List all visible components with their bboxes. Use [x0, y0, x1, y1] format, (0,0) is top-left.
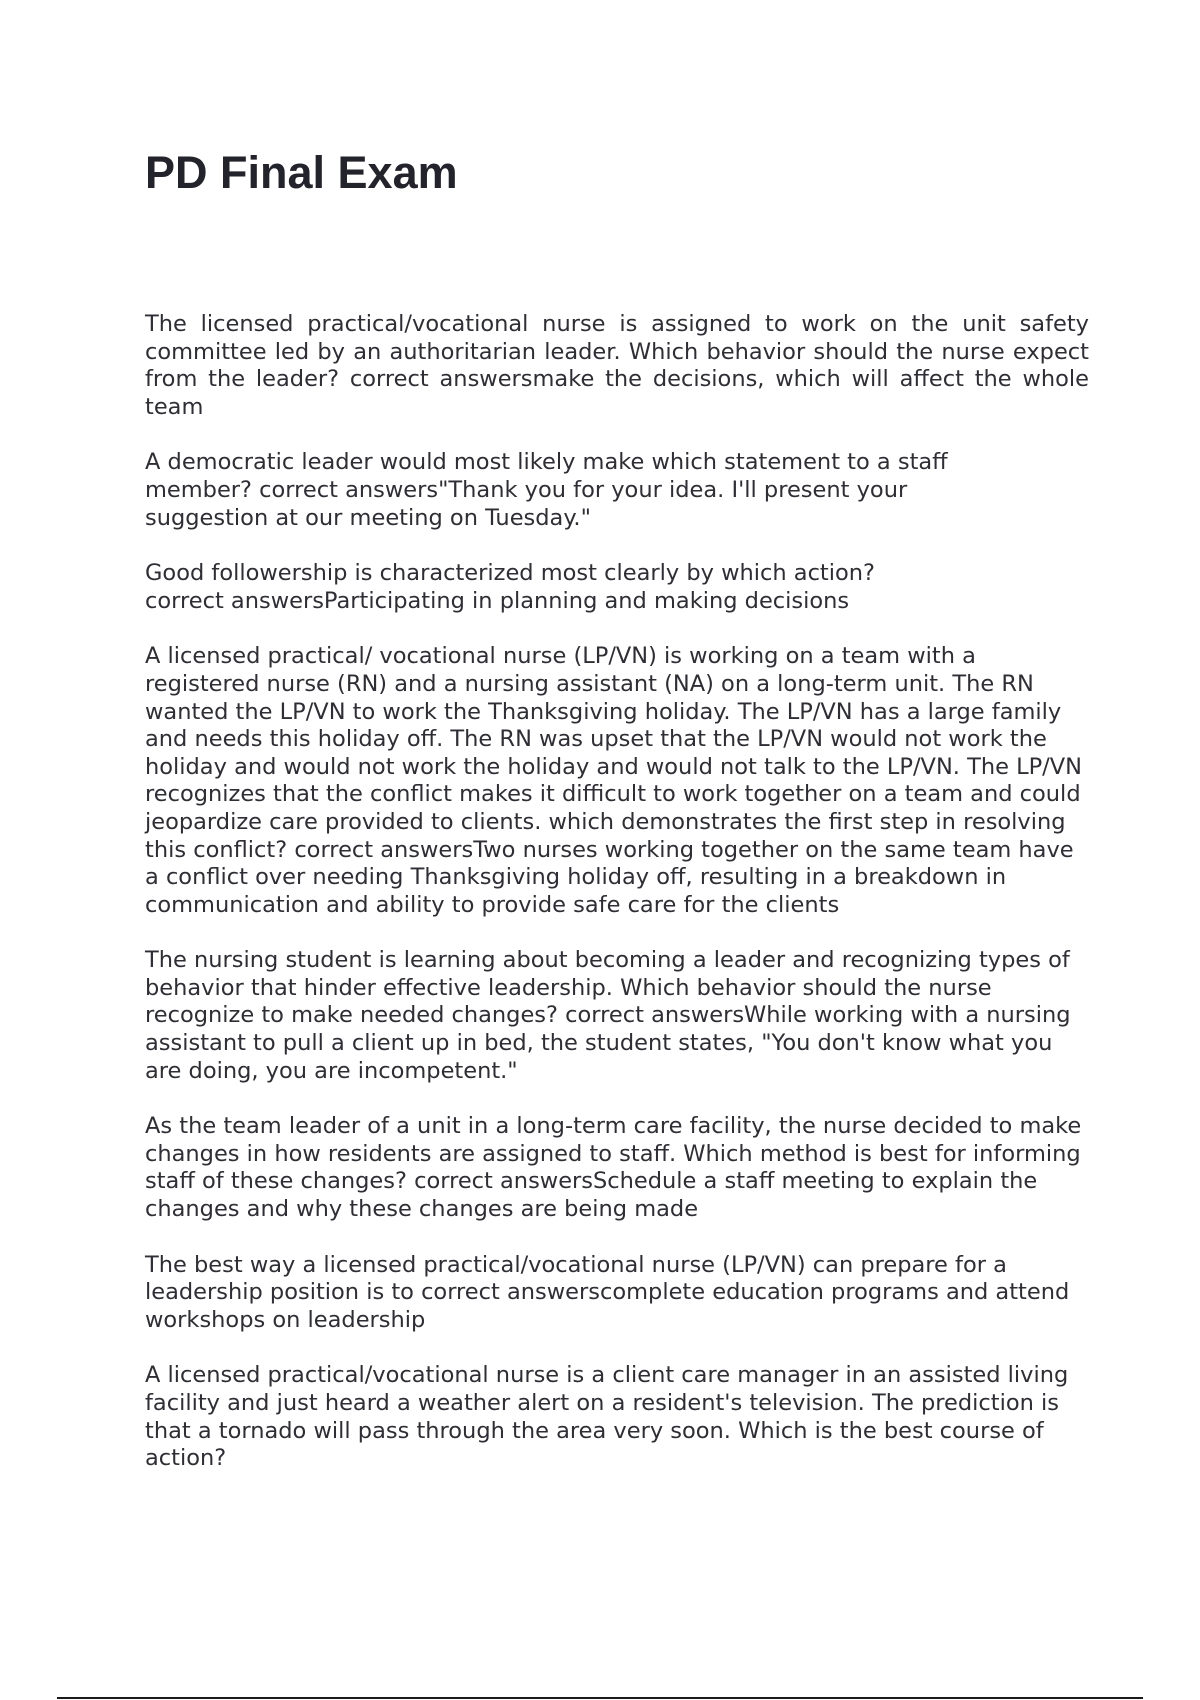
question-paragraph-6: As the team leader of a unit in a long-term care facility, the nurse decided to make changes in how residents are assigned to staff. Which method is best for informing staff of these changes? correct answersSchedule a staff meeting to explain the changes and why these changes are being made [145, 1113, 1082, 1223]
question-paragraph-2: A democratic leader would most likely make which statement to a staff member? correct answers"Thank you for your idea. I'll present your suggestion at our meeting on Tuesday." [145, 449, 948, 531]
question-paragraph-3: Good followership is characterized most clearly by which action? correct answersParticipating in planning and making decisions [145, 560, 875, 614]
question-paragraph-4: A licensed practical/ vocational nurse (LP/VN) is working on a team with a registered nurse (RN) and a nursing assistant (NA) on a long-term unit. The RN wanted the LP/VN to work the Thanksgiving holiday. The LP/VN has a large family and needs this holiday off. The RN was upset that the LP/VN would not work the holiday and would not work the holiday and would not talk to the LP/VN. The LP/VN recognizes that the conflict makes it difficult to work together on a team and could jeopardize care provided to clients. which demonstrates the first step in resolving this conflict? correct answersTwo nurses working together on the same team have a conflict over needing Thanksgiving holiday off, resulting in a breakdown in communication and ability to provide safe care for the clients [145, 643, 1082, 918]
page-bottom-divider [57, 1697, 1143, 1699]
question-paragraph-7: The best way a licensed practical/vocational nurse (LP/VN) can prepare for a leadership position is to correct answerscomplete education programs and attend workshops on leadership [145, 1251, 1070, 1333]
question-list [145, 311, 1090, 1501]
question-paragraph-1: The licensed practical/vocational nurse is assigned to work on the unit safety committee led by an authoritarian leader. Which behavior should the nurse expect from the leader? correct answersmake the decisions, which will affect the whole team [145, 311, 1089, 420]
page-title: PD Final Exam [145, 147, 458, 198]
question-paragraph-8: A licensed practical/vocational nurse is a client care manager in an assisted living facility and just heard a weather alert on a resident's television. The prediction is that a tornado will pass through the area very soon. Which is the best course of action? [145, 1362, 1069, 1472]
question-paragraph-5: The nursing student is learning about becoming a leader and recognizing types of behavior that hinder effective leadership. Which behavior should the nurse recognize to make needed changes? correct answersWhile working with a nursing assistant to pull a client up in bed, the student states, "You don't know what you are doing, you are incompetent." [145, 947, 1071, 1084]
